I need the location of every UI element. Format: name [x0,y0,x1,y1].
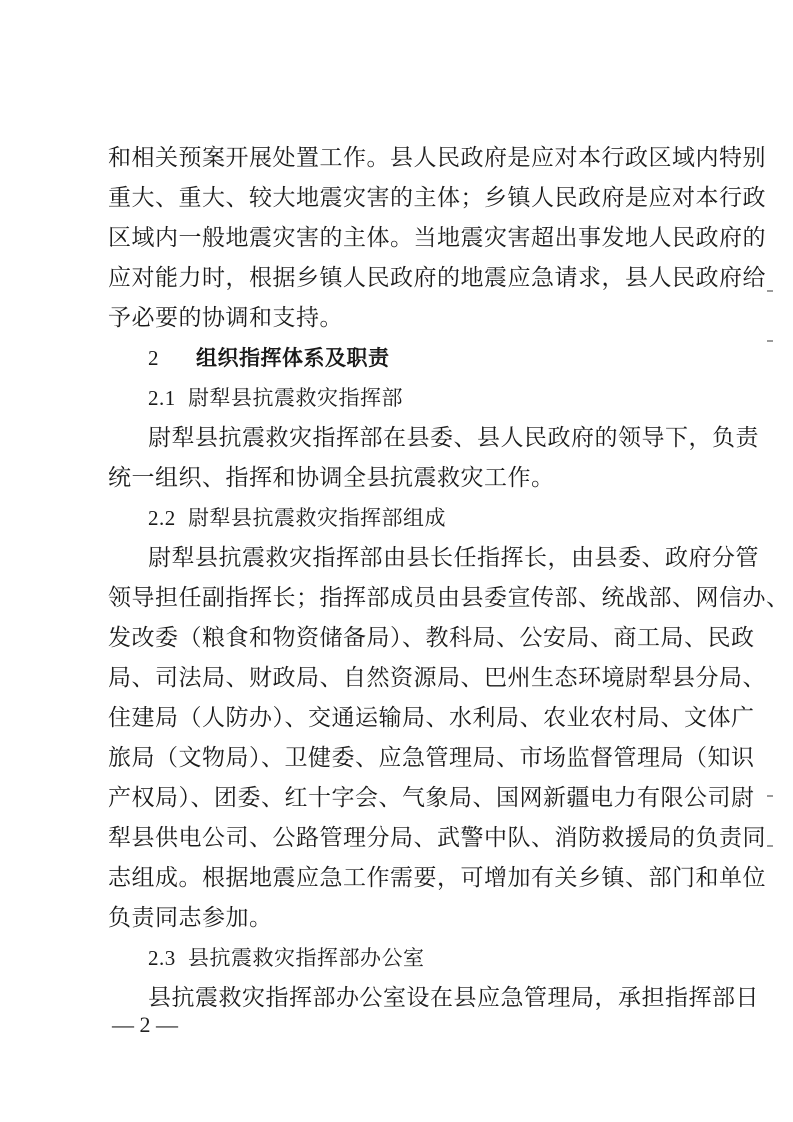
paragraph-line: 领导担任副指挥长；指挥部成员由县委宣传部、统战部、网信办、 [108,585,790,611]
scan-edge-mark [767,845,773,847]
section-number: 2.2 [148,506,176,530]
document-body [108,138,790,1018]
paragraph-line: 县抗震救灾指挥部办公室设在县应急管理局，承担指挥部日 [148,985,759,1011]
paragraph-line: 区域内一般地震灾害的主体。当地震灾害超出事发地人民政府的 [108,225,766,251]
page-number: — 2 — [112,1012,178,1037]
scan-edge-mark [767,340,773,342]
section-title: 尉犁县抗震救灾指挥部 [188,386,403,410]
section-title: 尉犁县抗震救灾指挥部组成 [188,506,446,530]
scan-edge-mark [767,795,773,797]
section-heading-2-3 [108,938,698,978]
paragraph-line: 尉犁县抗震救灾指挥部由县长任指挥长，由县委、政府分管 [148,545,759,571]
paragraph-line: 和相关预案开展处置工作。县人民政府是应对本行政区域内特别 [108,145,766,171]
paragraph-line: 局、司法局、财政局、自然资源局、巴州生态环境尉犁县分局、 [108,665,766,691]
paragraph-line: 住建局（人防办）、交通运输局、水利局、农业农村局、文体广 [108,705,755,731]
paragraph-line: 尉犁县抗震救灾指挥部在县委、县人民政府的领导下，负责 [148,425,759,451]
paragraph-line: 负责同志参加。 [108,905,273,931]
paragraph-line: 统一组织、指挥和协调全县抗震救灾工作。 [108,465,555,491]
paragraph-line: 应对能力时，根据乡镇人民政府的地震应急请求，县人民政府给 [108,265,766,291]
section-number: 2 [148,346,159,370]
section-title: 县抗震救灾指挥部办公室 [188,946,425,970]
paragraph-line: 予必要的协调和支持。 [108,305,343,331]
scan-edge-mark [767,290,773,292]
section-number: 2.3 [148,946,176,970]
paragraph-line: 犁县供电公司、公路管理分局、武警中队、消防救援局的负责同 [108,825,766,851]
paragraph-line: 重大、重大、较大地震灾害的主体；乡镇人民政府是应对本行政 [108,185,766,211]
paragraph-line: 旅局（文物局）、卫健委、应急管理局、市场监督管理局（知识 [108,745,755,771]
section-title: 组织指挥体系及职责 [196,346,390,370]
paragraph-line: 产权局）、团委、红十字会、气象局、国网新疆电力有限公司尉 [108,785,755,811]
section-number: 2.1 [148,386,176,410]
paragraph-line: 发改委（粮食和物资储备局）、教科局、公安局、商工局、民政 [108,625,755,651]
section-heading-2-2 [108,498,698,538]
section-heading-2 [108,338,698,378]
paragraph-line: 志组成。根据地震应急工作需要，可增加有关乡镇、部门和单位 [108,865,766,891]
section-heading-2-1 [108,378,698,418]
